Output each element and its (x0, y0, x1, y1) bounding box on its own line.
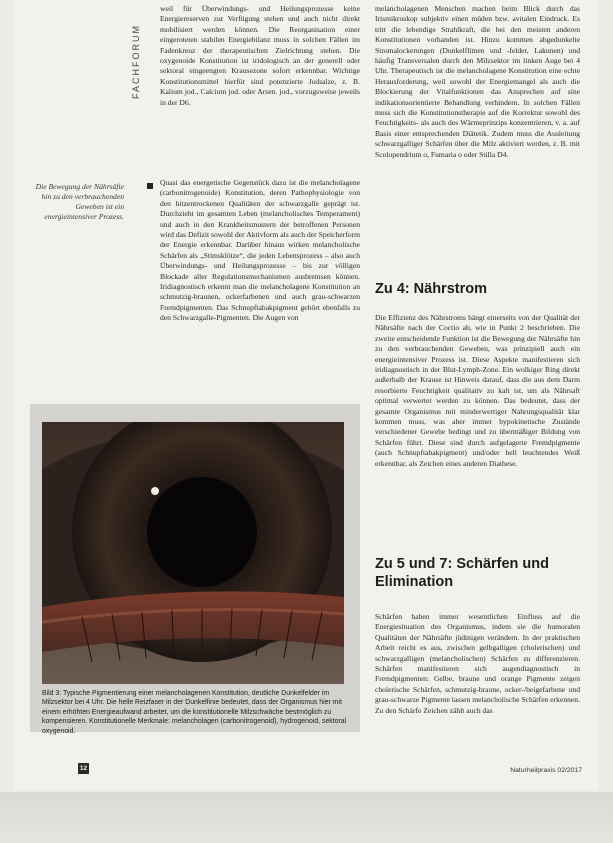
paragraph: melancholagenen Menschen machen beim Blick durch das Irismikroskop subjektiv einen müden bzw. avitalen Eindruck. Es tritt die lebendige Strahlkraft, die bei den meisten anderen Konstitutionen vorhanden ist. Hinzu kommen abgedunkelte Stromalockerungen (Dunkelflimen und -felder, Lakunen) und häufig Transversalen durch den Milzsektor im linken Auge bei 4 Uhr. Therapeutisch ist die melancholagene Konstitution eine echte Herausforderung, weil sowohl der Energiemangel als auch die Blockierung der Vitalfunktionen das Ansprechen auf sine indikationsorientierte Behandlung verhindern. In solchen Fällen muss sich die Konstitutionstherapie auf die Korrektur sowohl des Feuchtigkeits- als auch des Wärmeprinzips konzentrieren, v. a. auf Basis einer entsprechenden Diätetik. Zudem muss die Ausleitung schwarzgalliger Schärfen über die Milz aktiviert werden, z. B. mit Scolopendrium o, Fumaria o oder Stilla D4. (375, 4, 580, 159)
pull-quote: Die Bewegung der Nährsäfte hin zu den verbrauchenden Geweben ist ein energieintensiver Prozess. (35, 182, 124, 221)
page-number: 12 (79, 765, 88, 772)
naehrstrom-text (375, 313, 580, 469)
right-column-top-text (375, 4, 580, 160)
schaerfen-text (375, 612, 580, 716)
iris-photo (42, 422, 344, 684)
left-column-top-text (160, 4, 360, 108)
eye-closeup-image (42, 422, 344, 684)
journal-footer: Naturheilpraxis 02/2017 (510, 767, 582, 774)
figure-caption: Bild 3: Typische Pigmentierung einer melancholagenen Konstitution, deutliche Dunkelfelder im Milzsektor bei 4 Uhr. Die helle Reizfaser in der Dunkelfinie bedeutet, dass der Organismus hier mit einem erhöhten Energieaufwand arbeitet, um die konstitutionelle Milzschwäche bestmöglich zu kompensieren. Konstitutionelle Merkmale: melancholagen (carbonitrogenoid), hydrogenoid, sektoral oxygenoid. (42, 690, 347, 735)
section-label: FACHFORUM (131, 24, 141, 100)
paragraph: weil für Überwindungs- und Heilungsprozesse keine Energiereserven zur Verfügung stehen und auch nicht direkt mobilisiert werden können. Die Reorganisation einer eingeroteten stabilen Energiebilanz muss in solchen Fällen im Fadenkreuz der therapeutischen Zielrichtung stehen. Die oxygenoide Konstitution ist iridologisch an der generell oder sektoral eingeengten Krausezone sofort erkennbar. Wichtige Konstitutionsmittel hierfür sind potenzierte Jodsalze, z. B. Kalium jod., Calcium jod. oder Arsen. jod., vorzugsweise jeweils in der D6. (160, 4, 360, 107)
scan-background (0, 792, 613, 843)
heading-schaerfen: Zu 5 und 7: Schärfen und Elimination (375, 556, 550, 590)
paragraph-bullet (147, 183, 153, 189)
paragraph: Quasi das energetische Gegenstück dazu ist die melancholagene (carbonitrogenoide) Konstitution, deren Pathophysiologie von den hitzentrockenen Qualitäten der schwarzgalle geprägt ist. Durchzieht im gesamten Leben (melancholisches Temperament) und auch in den Krankheitsmustern der betroffenen Personen wird das Defizit sowohl der Aktivform als auch der Speicherform der Energie erkennbar. Darüber hinaus wirken melancholische Schärfen als „Stimsklötze“, die jeden Lebensprozess – also auch Überwindungs- und Heilungsprozesse – bis zur völligen Blockade aller Regulationsmechanismen ausbremsen können. Iridiagnostisch erkennt man die melancholagene Konstitution an schmutzig-braunen, ockerfarbenen und auch grau-schwarzen Fremdpigmenten. Das Schnupftabakpigment gehört ebenfalls zu den Schwarzgalle-Pigmenten. Die Augen von (160, 178, 360, 323)
paragraph: Schärfen haben immer wesentlichen Einfluss auf die Energiesituation des Organismus, indem sie die humoralen Qualitäten der Nährsäfte jüdinigen verändern. In der praktischen Arbeit reicht es aus, zwischen gelbgalligen (cholerischen) und schwarzgalligen (melancholischen) Schärfen zu differenzieren. Schärfen manifestieren sich augendiagnostisch in Fremdpigmenten: Gelbe, braune und orange Pigmente zeigen cholerische Schärfen, schmutzig-braune, ocker-/beigefarbene und grau-schwarze Pigmente lassen melancholische Schärfen erkennen. Zu den Schärfe Zeichen zählt auch das (375, 612, 580, 715)
paragraph: Die Effizienz des Nährstroms hängt einerseits von der Qualität der Nährsäfte nach der Coctio ab, wie in Punkt 2 beschrieben. Die zweite entscheidende Funktion ist die Bewegung der Nährsäfte hin zu den verbrauchenden Geweben, was prinzipiell auch ein energieintensiver Prozess ist. Diese Aspekte manifestieren sich iridiagnostisch in der Blut-Lymph-Zone. Ein wolkiger Ring direkt außerhalb der Krause ist Hinweis darauf, dass die aus dem Darm resorbierte Feuchtigkeit qualitativ zu kalt ist, um als Nährsaft optimal verwertet werden zu können. Das bedeutet, dass der gesamte Organismus mit minderwertiger Nahrungsqualität klar kommen muss, was aber immer hypokinetische Zustände verschiedener Gewebe bedingt und zu übermäßiger Bildung von Schärfen führt. Diese sind durch aufgelagerte Fremdpigmente (auch Schnupftabakpigment) und/oder hell leuchtendes Weiß erkennbar, als Zeichen eines anderen Diathese. (375, 313, 580, 468)
heading-naehrstrom: Zu 4: Nährstrom (375, 281, 487, 297)
figure-box (30, 404, 360, 735)
left-column-main-text (160, 178, 360, 324)
